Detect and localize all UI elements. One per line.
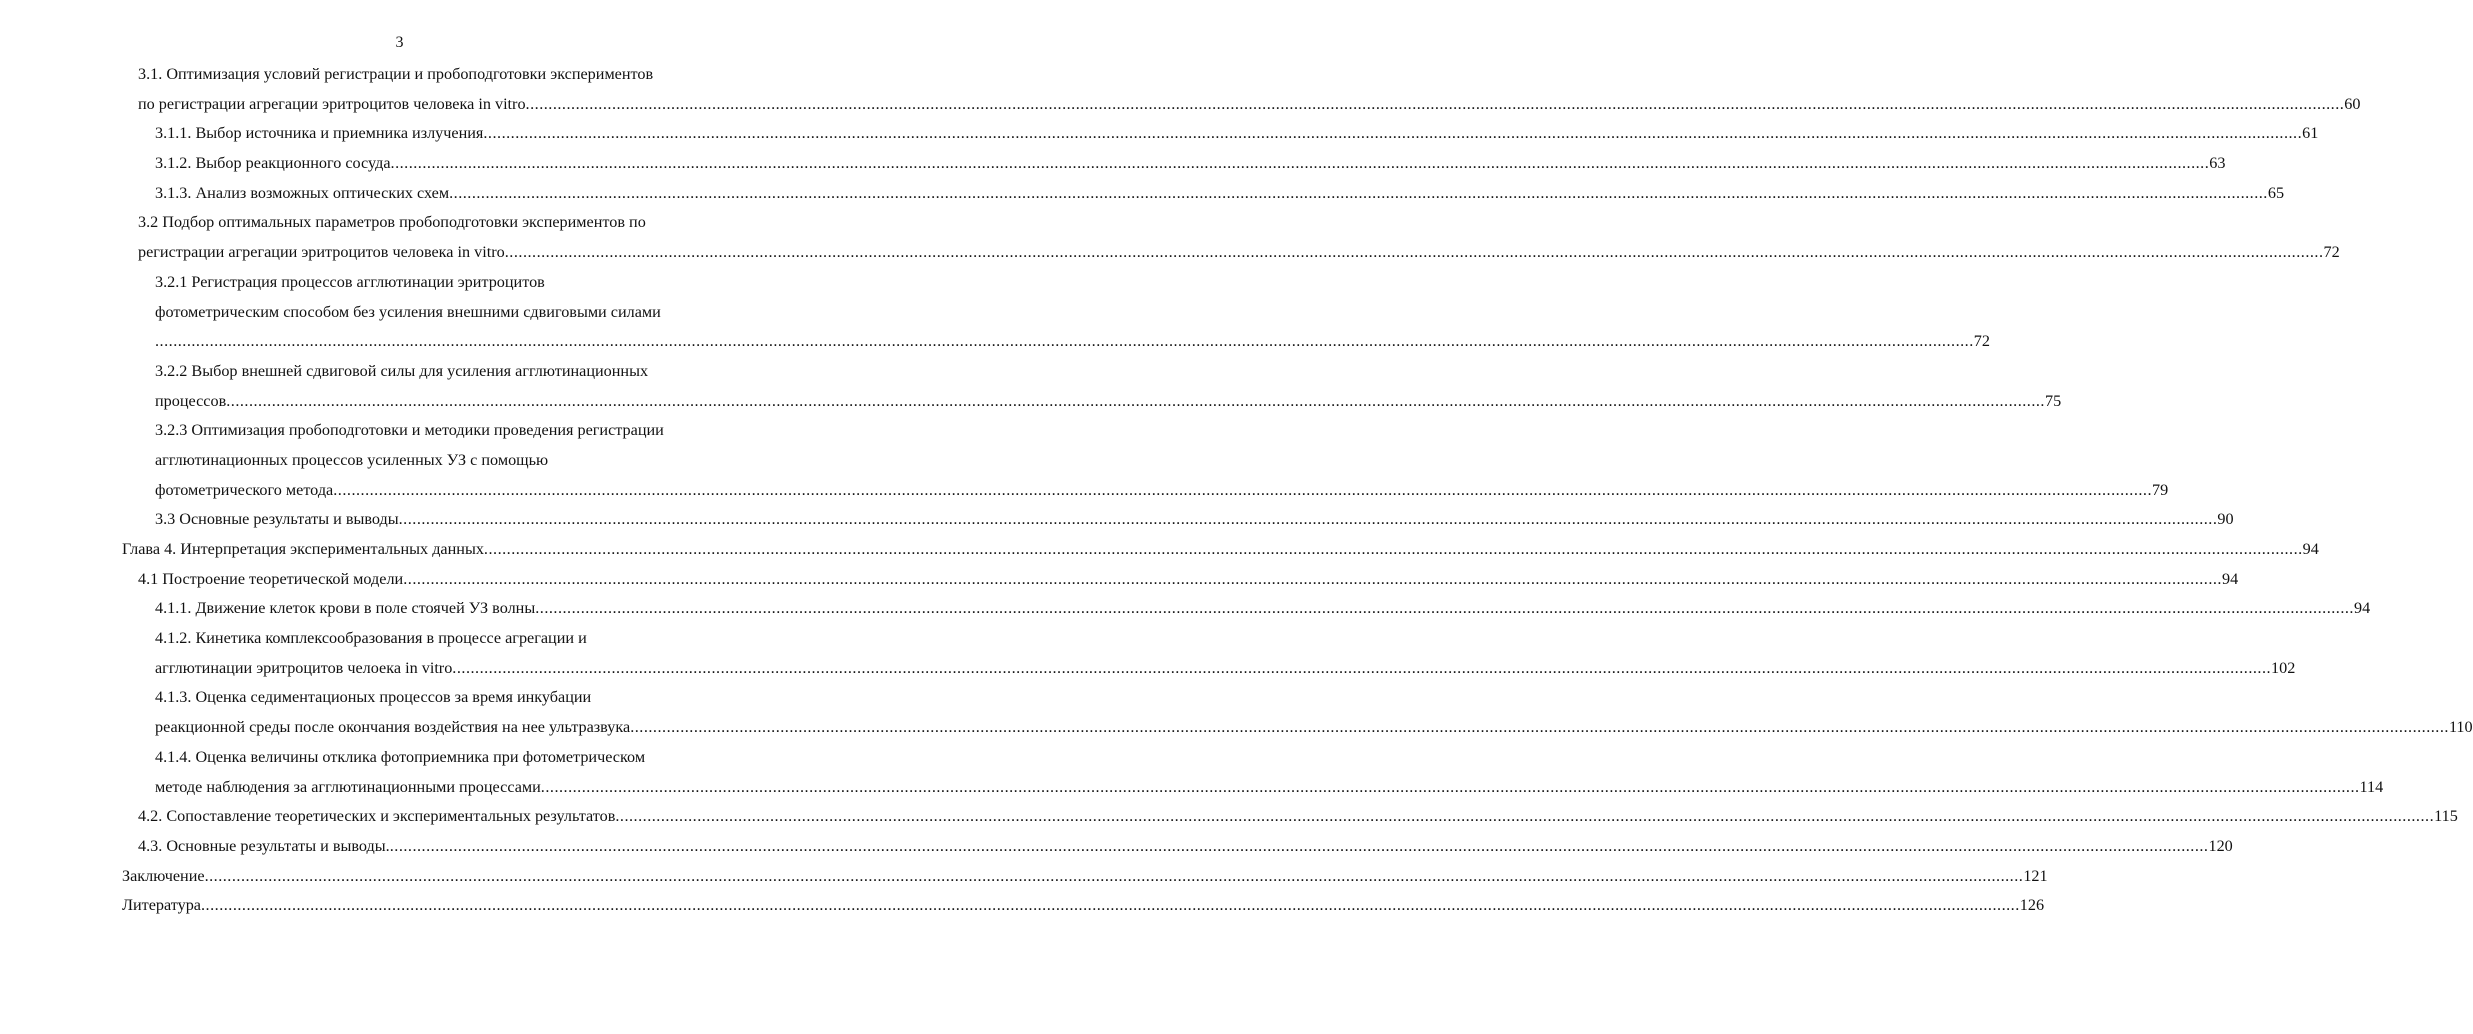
toc-entry-title: Глава 4. Интерпретация экспериментальных данных [122,540,484,558]
toc-line [138,832,2233,862]
toc-page-number: 102 [2271,658,2296,677]
toc-entry[interactable] [0,208,2340,267]
toc-line [155,298,799,328]
toc-line [138,90,2361,120]
dot-leader: ................................................................................................................................................................................................................................................................................................................................................................................................................ [389,836,2209,855]
dot-leader: ................................................................................................................................................................................................................................................................................................................................................................................................................ [504,243,2324,262]
toc-entry[interactable] [0,624,2296,683]
toc-page-number: 72 [1973,332,1990,351]
toc-entry[interactable] [0,416,2169,505]
toc-entry[interactable] [0,862,2048,892]
toc-entry-title: методе наблюдения за агглютинационными процессами [155,777,541,796]
toc-line [155,387,2062,417]
dot-leader: ................................................................................................................................................................................................................................................................................................................................................................................................................ [204,866,2024,885]
dot-leader: ................................................................................................................................................................................................................................................................................................................................................................................................................ [540,777,2360,796]
toc-entry-title: 3.1.2. Выбор реакционного сосуда [155,154,391,173]
toc-line [155,119,2319,149]
toc-page-number: 94 [2302,540,2319,558]
toc-line [122,891,2045,921]
toc-page-number: 115 [2434,807,2458,826]
toc-entry-title: 3.2 Подбор оптимальных параметров пробоподготовки экспериментов по [138,213,646,232]
toc-entry[interactable] [0,60,2361,119]
toc-line [155,713,2473,743]
toc-page-number: 79 [2152,480,2169,499]
toc-entry[interactable] [0,119,2319,149]
toc-line [155,683,799,713]
toc-line [155,773,2384,803]
toc-line [155,505,2234,535]
toc-entry[interactable] [0,179,2285,209]
toc-page-number: 94 [2221,569,2239,588]
toc-entry[interactable] [0,268,1990,357]
toc-entry[interactable] [0,505,2234,535]
toc-entry-title: 4.1.3. Оценка седиментационых процессов за время инкубации [155,688,592,707]
toc-entry-title: Заключение [122,866,205,885]
dot-leader: ................................................................................................................................................................................................................................................................................................................................................................................................................ [483,540,2303,558]
toc-entry[interactable] [0,535,2319,565]
toc-entry-title: 3.2.1 Регистрация процессов агглютинации эритроцитов [155,272,545,291]
toc-page-number: 114 [2359,777,2384,796]
toc-line [138,60,799,90]
toc-line [155,149,2226,179]
toc-page-number: 90 [2217,510,2234,529]
dot-leader: ................................................................................................................................................................................................................................................................................................................................................................................................................ [155,332,1974,351]
toc-entry-title: 4.2. Сопоставление теоретических и экспериментальных результатов [138,807,616,826]
toc-line [155,476,2169,506]
dot-leader: ................................................................................................................................................................................................................................................................................................................................................................................................................ [449,183,2268,202]
toc-line [138,802,2458,832]
dot-leader: ................................................................................................................................................................................................................................................................................................................................................................................................................ [398,510,2218,529]
toc-entry[interactable] [0,832,2233,862]
toc-page-number: 65 [2267,183,2285,202]
dot-leader: ................................................................................................................................................................................................................................................................................................................................................................................................................ [615,807,2435,826]
toc-entry-title: 4.1 Построение теоретической модели [138,569,404,588]
toc-page-number: 63 [2209,154,2226,173]
toc-page-number: 60 [2344,94,2361,113]
toc-entry-title: по регистрации агрегации эритроцитов человека in vitro [138,94,526,113]
dot-leader: ................................................................................................................................................................................................................................................................................................................................................................................................................ [201,896,2020,915]
toc-entry[interactable] [0,743,2384,802]
toc-page-number: 72 [2323,243,2340,262]
toc-page-number: 61 [2302,124,2319,143]
toc-line [155,327,1990,357]
toc-page-number: 121 [2023,866,2048,885]
toc-line [138,565,2239,595]
toc-line [122,862,2048,892]
dot-leader: ................................................................................................................................................................................................................................................................................................................................................................................................................ [483,124,2303,143]
toc-line [138,208,799,238]
toc-entry-title: фотометрическим способом без усиления внешними сдвиговыми силами [155,302,661,321]
toc-entry-title: 3.2.2 Выбор внешней сдвиговой силы для усиления агглютинационных [155,361,649,380]
toc-entry[interactable] [0,683,2473,742]
toc-entry-title: агглютинационных процессов усиленных УЗ с помощью [155,450,549,469]
page-number: 3 [395,34,404,51]
toc-line [155,416,799,446]
toc-entry[interactable] [0,891,2045,921]
toc-line [155,624,799,654]
toc-entry-title: Литература [122,896,201,915]
toc-entry-title: 3.1.3. Анализ возможных оптических схем [155,183,450,202]
toc-page-number: 120 [2208,836,2233,855]
dot-leader: ................................................................................................................................................................................................................................................................................................................................................................................................................ [390,154,2210,173]
toc-entry[interactable] [0,802,2458,832]
toc-entry-title: фотометрического метода [155,480,334,499]
toc-line [155,743,799,773]
toc-entry-title: процессов [155,391,227,410]
toc-entry-title: 3.3 Основные результаты и выводы [155,510,399,529]
toc-line [155,268,799,298]
toc-entry-title: регистрации агрегации эритроцитов человека in vitro [138,243,505,262]
toc-entry[interactable] [0,357,2062,416]
toc-entry[interactable] [0,594,2371,624]
toc-line [155,179,2285,209]
toc-entry[interactable] [0,565,2239,595]
toc-line [155,654,2296,684]
toc-line [138,238,2340,268]
toc-entry[interactable] [0,149,2226,179]
toc-entry-title: 4.1.4. Оценка величины отклика фотоприемника при фотометрическом [155,747,646,766]
toc-entry-title: 3.2.3 Оптимизация пробоподготовки и методики проведения регистрации [155,421,664,440]
dot-leader: ................................................................................................................................................................................................................................................................................................................................................................................................................ [452,658,2272,677]
toc-entry-title: 4.1.2. Кинетика комплексообразования в процессе агрегации и [155,629,587,648]
toc-entry-title: 4.1.1. Движение клеток крови в поле стоячей УЗ волны [155,599,536,618]
dot-leader: ................................................................................................................................................................................................................................................................................................................................................................................................................ [333,480,2152,499]
toc-line [155,446,799,476]
toc-page-number: 94 [2353,599,2371,618]
toc-page-number: 110 [2448,718,2473,737]
toc-line [122,535,2319,565]
dot-leader: ................................................................................................................................................................................................................................................................................................................................................................................................................ [535,599,2354,618]
toc-line [155,594,2371,624]
dot-leader: ................................................................................................................................................................................................................................................................................................................................................................................................................ [525,94,2345,113]
toc-entry-title: агглютинации эритроцитов челоека in vitro [155,658,453,677]
toc-line [155,357,799,387]
dot-leader: ................................................................................................................................................................................................................................................................................................................................................................................................................ [226,391,2045,410]
toc-entry-title: 4.3. Основные результаты и выводы. [138,836,390,855]
table-of-contents [0,60,2473,921]
dot-leader: ................................................................................................................................................................................................................................................................................................................................................................................................................ [403,569,2222,588]
toc-page-number: 126 [2019,896,2045,915]
toc-entry-title: 3.1.1. Выбор источника и приемника излучения [155,124,484,143]
toc-page-number: 75 [2044,391,2062,410]
toc-entry-title: 3.1. Оптимизация условий регистрации и пробоподготовки экспериментов [138,65,654,83]
toc-entry-title: реакционной среды после окончания воздействия на нее ультразвука [155,718,631,737]
dot-leader: ................................................................................................................................................................................................................................................................................................................................................................................................................ [630,718,2449,737]
